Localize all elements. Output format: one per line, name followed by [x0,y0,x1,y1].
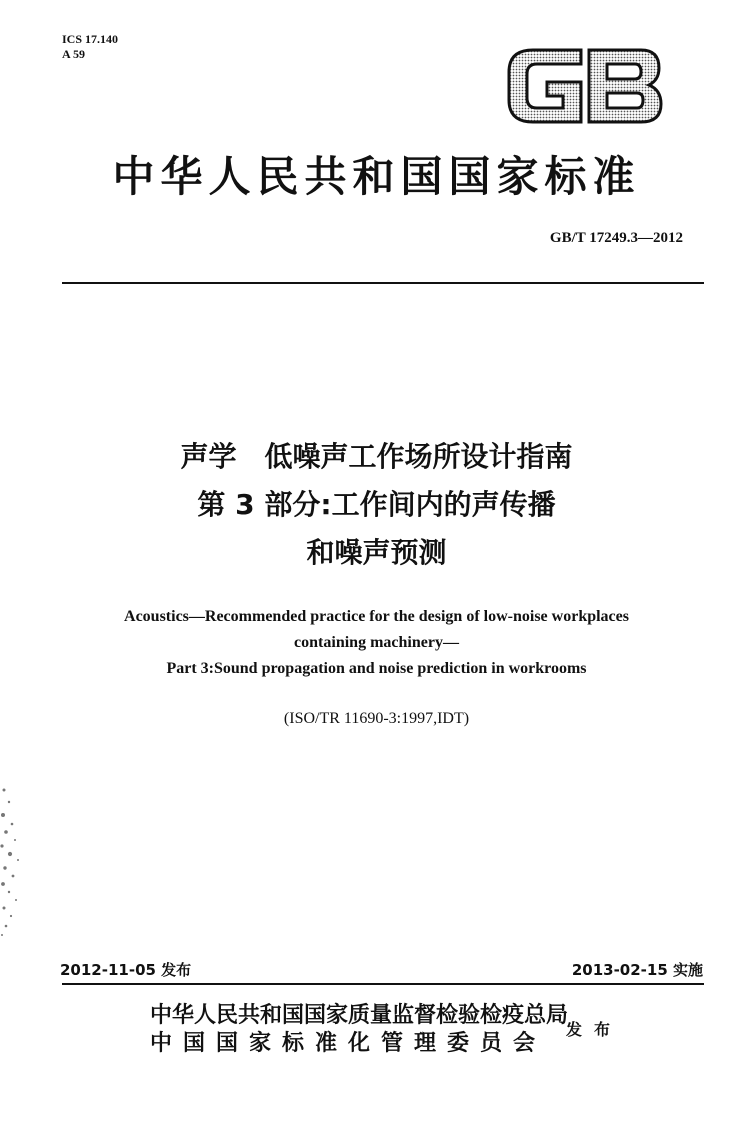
title-en-line1: Acoustics—Recommended practice for the design of low-noise workplaces [124,608,629,625]
issue-date: 2012-11-05 发布 [60,961,192,979]
implementation-date: 2013-02-15 实施 [571,961,703,979]
adoption-note: (ISO/TR 11690-3:1997,IDT) [283,710,470,727]
footer-divider [62,983,704,985]
issuer-aqsiq: 中华人民共和国国家质量监督检验检疫总局 [150,1003,569,1028]
title-cn-line3: 和噪声预测 [306,536,447,569]
scan-speckle [0,780,40,940]
national-standard-heading: 中华人民共和国国家标准 [112,152,641,201]
publish-label: 发布 [566,1020,623,1039]
title-cn-line1: 声学 低噪声工作场所设计指南 [180,440,573,473]
ics-code: ICS 17.140 [62,32,119,46]
standard-number: GB/T 17249.3—2012 [549,230,683,246]
issuer-sac: 中国国家标准化管理委员会 [150,1031,547,1056]
header-divider [62,282,704,284]
classification-codes [62,32,118,62]
ccs-code: A 59 [62,47,86,61]
title-en-line3: Part 3:Sound propagation and noise prediction in workrooms [166,660,587,677]
gb-logo [503,44,665,128]
title-cn-line2: 第 3 部分:工作间内的声传播 [197,488,556,521]
title-en-line2: containing machinery— [294,634,459,651]
